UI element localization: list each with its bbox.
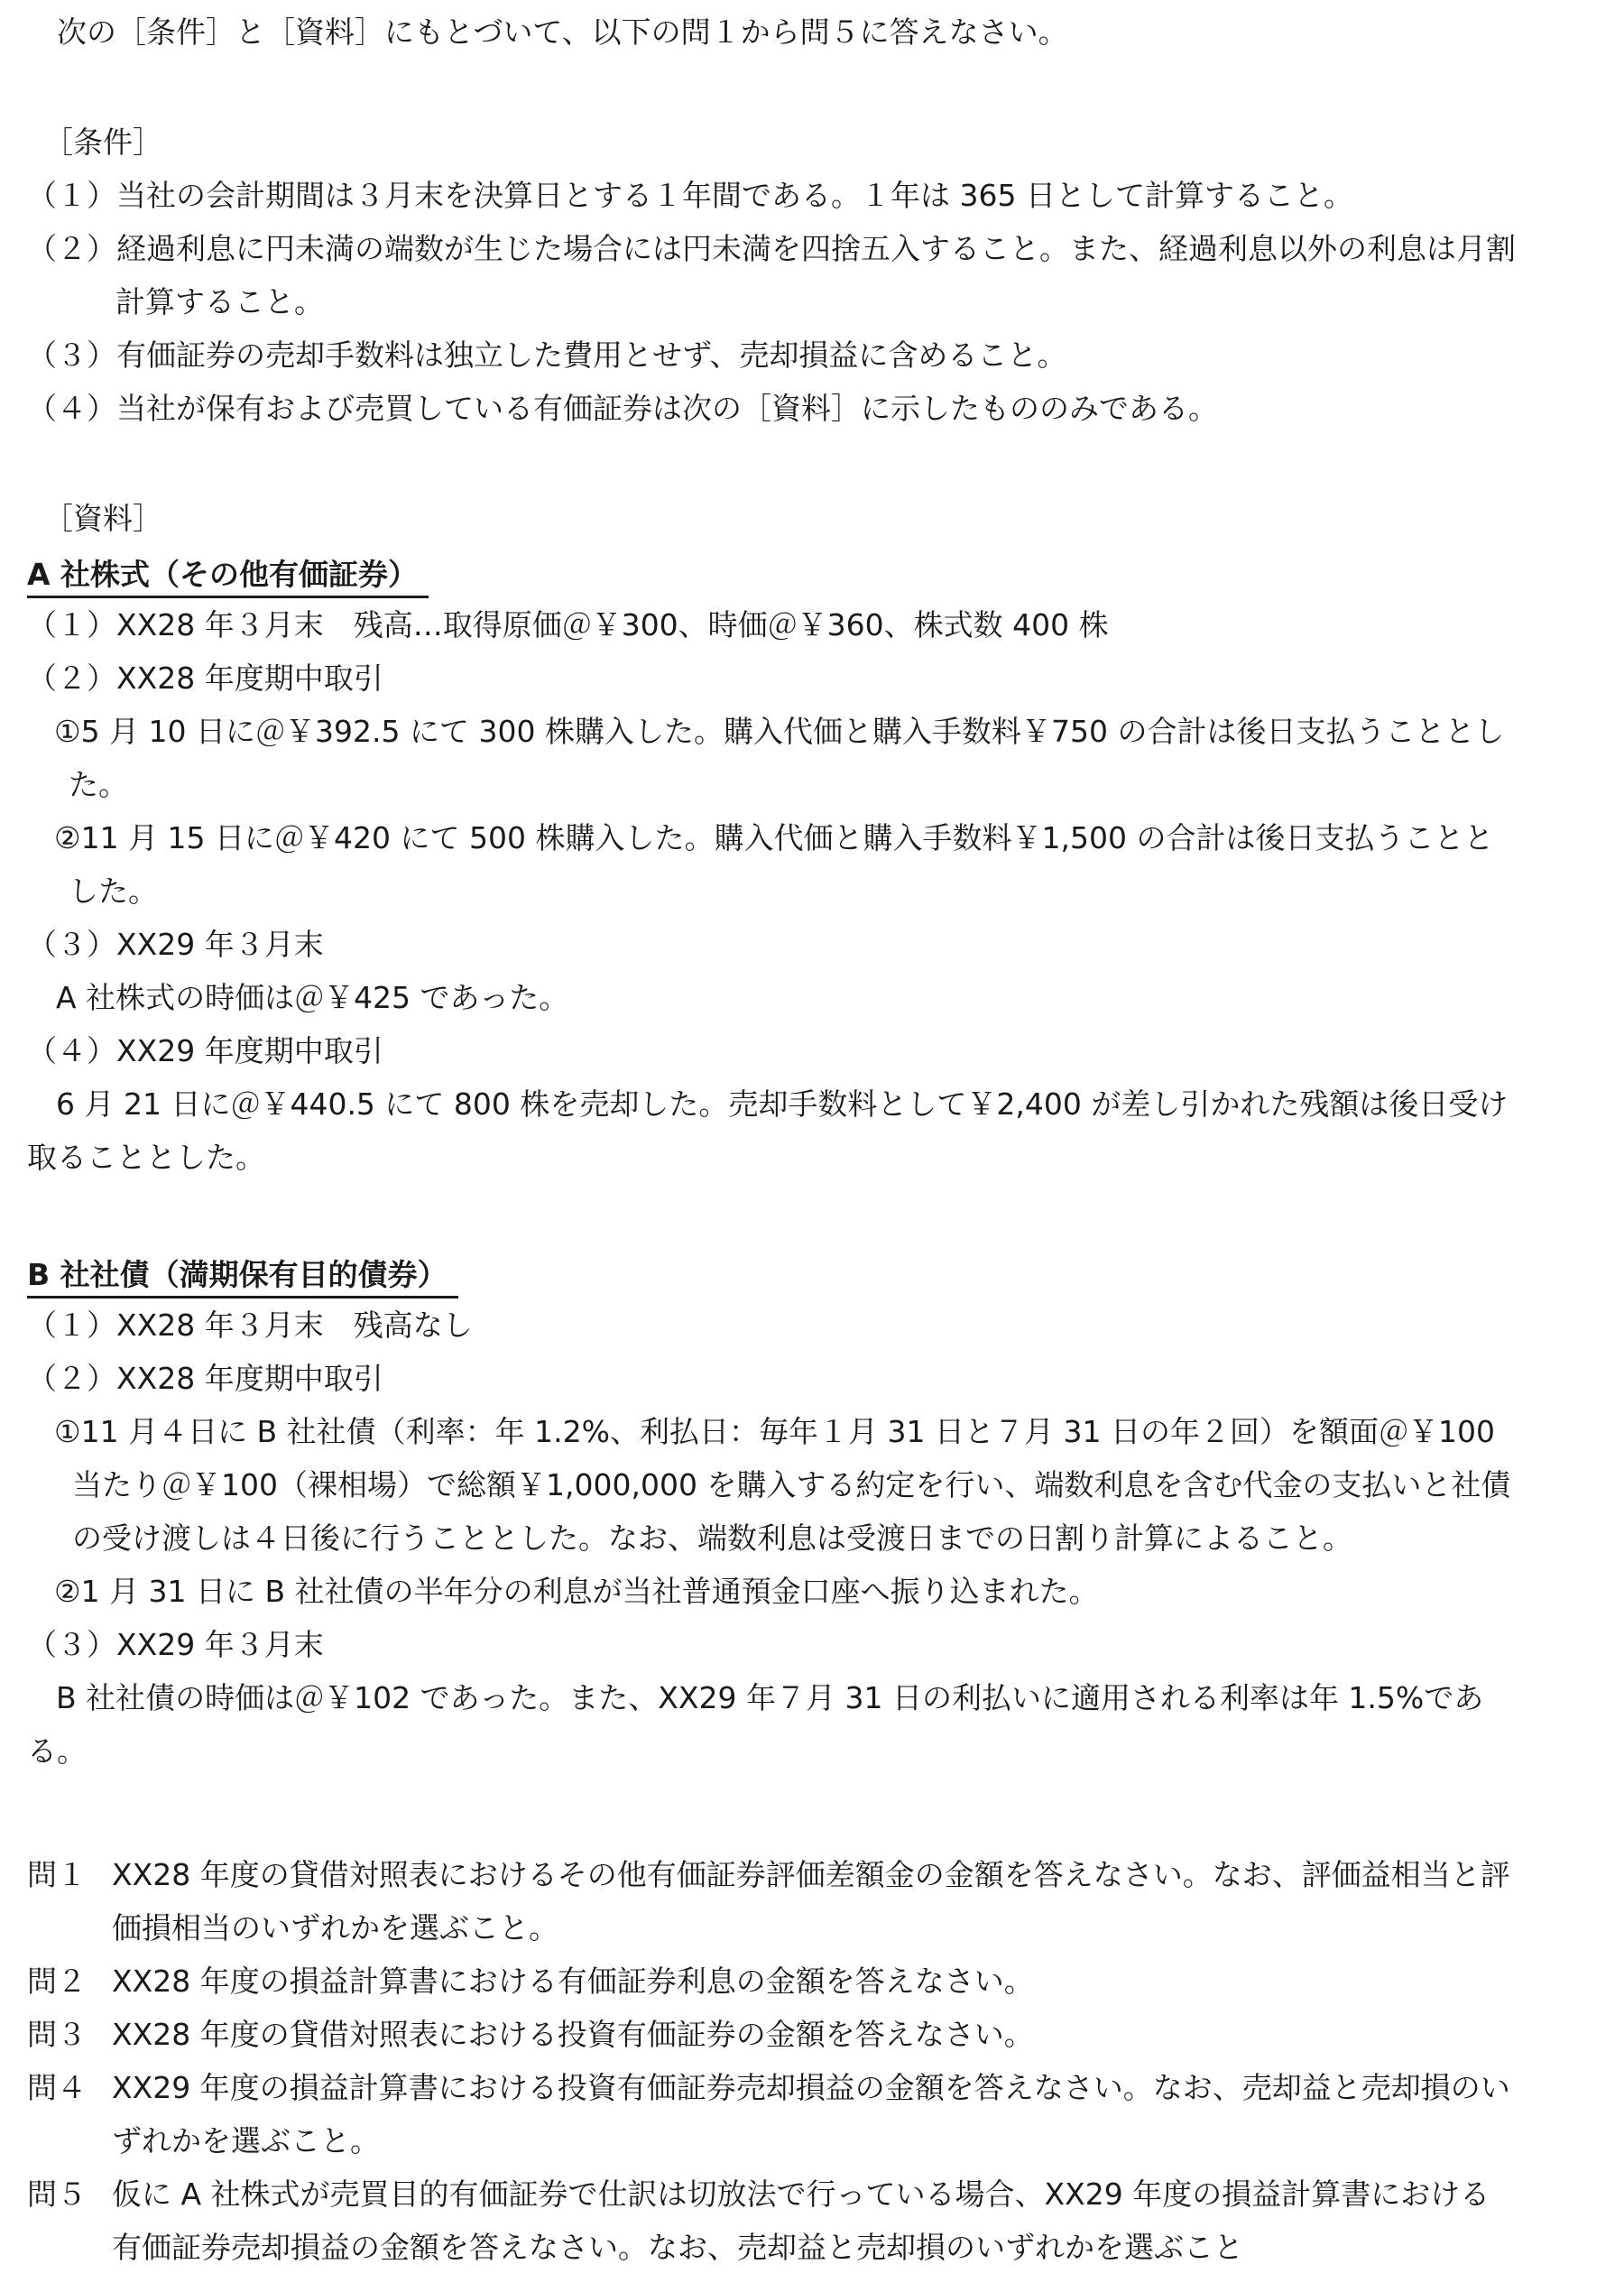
question-1-text: XX28 年度の貸借対照表におけるその他有価証券評価差額金の金額を答えなさい。なお、評価益相当と評 — [112, 1857, 1510, 1892]
condition-3: （３）有価証券の売却手数料は独立した費用とせず、売却損益に含めること。 — [27, 337, 1067, 373]
condition-1: （１）当社の会計期間は３月末を決算日とする１年間である。１年は 365 日として計算すること。 — [27, 178, 1353, 213]
question-1-label: 問１ — [27, 1857, 87, 1892]
condition-2-cont: 計算すること。 — [115, 284, 324, 319]
a-stock-line-1: （１）XX28 年３月末 残高…取得原価＠￥300、時価＠￥360、株式数 400 株 — [27, 607, 1109, 642]
a-stock-line-2: （２）XX28 年度期中取引 — [27, 661, 383, 696]
a-stock-line-3-cont: た。 — [69, 767, 128, 802]
a-stock-line-6: A 社株式の時価は＠￥425 であった。 — [56, 980, 569, 1015]
conditions-title: ［条件］ — [43, 125, 162, 160]
condition-4: （４）当社が保有および売買している有価証券は次の［資料］に示したもののみである。 — [27, 391, 1218, 426]
b-bond-line-3-cont-2: の受け渡しは４日後に行うこととした。なお、端数利息は受渡日までの日割り計算によること。 — [72, 1520, 1352, 1556]
b-bond-line-3: ①11 月４日に B 社社債（利率：年 1.2%、利払日：毎年１月 31 日と７月 31 日の年２回）を額面＠￥100 — [54, 1414, 1495, 1449]
a-stock-line-8: 6 月 21 日に＠￥440.5 にて 800 株を売却した。売却手数料として￥2,400 が差し引かれた残額は後日受け — [56, 1086, 1509, 1122]
a-stock-line-4-cont: した。 — [69, 873, 158, 909]
materials-title: ［資料］ — [43, 501, 162, 536]
question-4-text-cont: ずれかを選ぶこと。 — [112, 2123, 380, 2158]
question-2-label: 問２ — [27, 1964, 87, 1999]
a-stock-line-4: ②11 月 15 日に＠￥420 にて 500 株購入した。購入代価と購入手数料￥1,500 の合計は後日支払うことと — [54, 820, 1494, 855]
question-4-label: 問４ — [27, 2070, 87, 2105]
b-bond-heading: B 社社債（満期保有目的債券） — [27, 1254, 458, 1298]
b-bond-line-4: ②1 月 31 日に B 社社債の半年分の利息が当社普通預金口座へ振り込まれた。 — [54, 1574, 1099, 1609]
b-bond-line-6: B 社社債の時価は＠￥102 であった。また、XX29 年７月 31 日の利払いに適用される利率は年 1.5%であ — [56, 1680, 1484, 1715]
a-stock-line-7: （４）XX29 年度期中取引 — [27, 1033, 383, 1068]
condition-2: （２）経過利息に円未満の端数が生じた場合には円未満を四捨五入すること。また、経過利息以外の利息は月割 — [27, 231, 1516, 266]
question-5-text-cont: 有価証券売却損益の金額を答えなさい。なお、売却益と売却損のいずれかを選ぶこと — [112, 2230, 1243, 2265]
a-stock-heading: A 社株式（その他有価証券） — [27, 554, 429, 598]
question-5-text: 仮に A 社株式が売買目的有価証券で仕訳は切放法で行っている場合、XX29 年度の損益計算書における — [112, 2176, 1490, 2212]
question-1-text-cont: 価損相当のいずれかを選ぶこと。 — [112, 1910, 558, 1945]
question-3-label: 問３ — [27, 2017, 87, 2052]
a-stock-line-3: ①5 月 10 日に＠￥392.5 にて 300 株購入した。購入代価と購入手数料￥750 の合計は後日支払うこととし — [54, 714, 1505, 749]
intro-text: 次の［条件］と［資料］にもとづいて、以下の問１から問５に答えなさい。 — [27, 14, 1068, 50]
a-stock-line-8-cont: 取ることとした。 — [27, 1140, 265, 1175]
b-bond-line-5: （３）XX29 年３月末 — [27, 1627, 324, 1662]
a-stock-line-5: （３）XX29 年３月末 — [27, 927, 324, 962]
question-2-text: XX28 年度の損益計算書における有価証券利息の金額を答えなさい。 — [112, 1964, 1034, 1999]
question-3-text: XX28 年度の貸借対照表における投資有価証券の金額を答えなさい。 — [112, 2017, 1034, 2052]
question-4-text: XX29 年度の損益計算書における投資有価証券売却損益の金額を答えなさい。なお、売却益と売却損のい — [112, 2070, 1510, 2105]
b-bond-line-6-cont: る。 — [27, 1733, 87, 1769]
b-bond-line-2: （２）XX28 年度期中取引 — [27, 1361, 383, 1396]
b-bond-line-1: （１）XX28 年３月末 残高なし — [27, 1308, 473, 1343]
question-5-label: 問５ — [27, 2176, 87, 2212]
b-bond-line-3-cont-1: 当たり＠￥100（裸相場）で総額￥1,000,000 を購入する約定を行い、端数利息を含む代金の支払いと社債 — [72, 1467, 1511, 1502]
